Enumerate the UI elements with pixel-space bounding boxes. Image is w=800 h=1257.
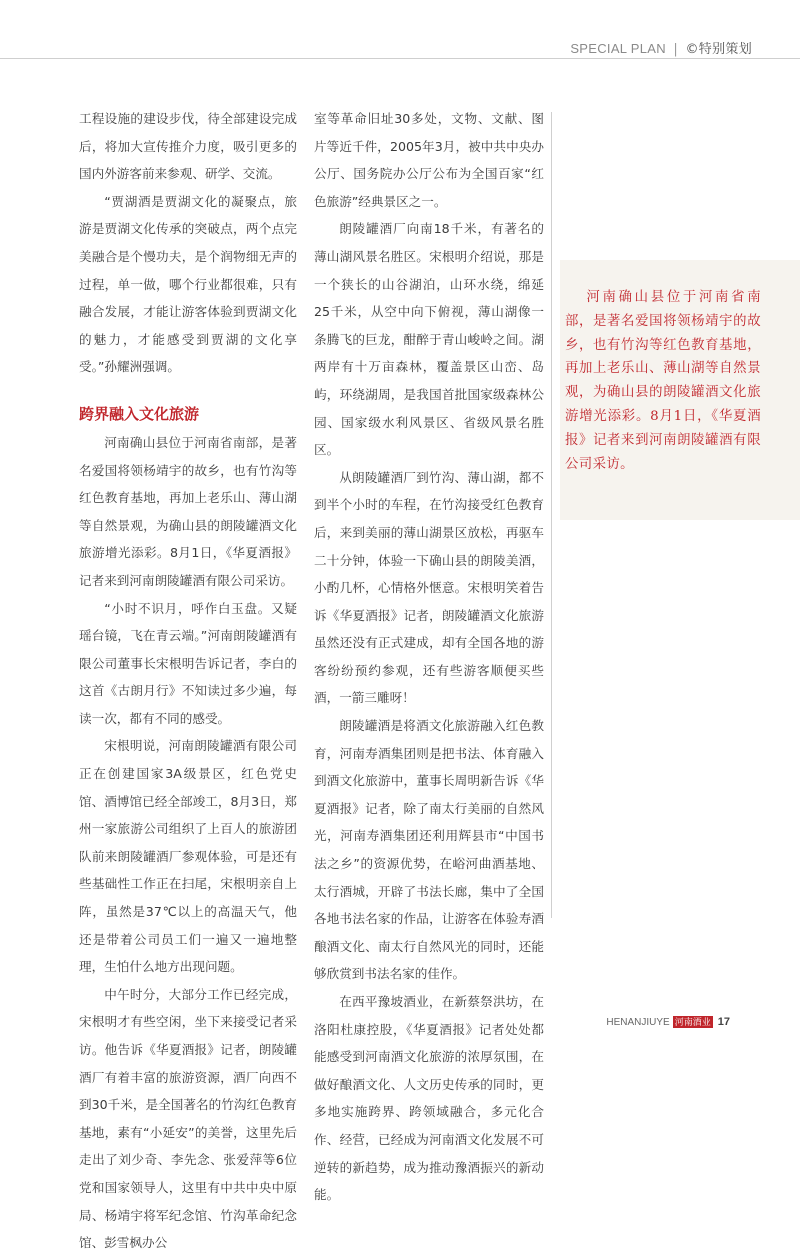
special-plan-label: SPECIAL PLAN: [570, 41, 666, 56]
column-divider: [551, 112, 552, 918]
paragraph: “贾湖酒是贾湖文化的凝聚点，旅游是贾湖文化传承的突破点，两个点完美融合是个慢功夫，是个润物细无声的过程，单一做，哪个行业都很难，只有融合发展，才能让游客体验到贾湖文化的魅力，才能感受到贾湖的文化享受。”孙耀洲强调。: [79, 193, 297, 375]
article-column-middle: [314, 105, 544, 1209]
paragraph: 中午时分，大部分工作已经完成，宋根明才有些空闲，坐下来接受记者采访。他告诉《华夏酒报》记者，朗陵罐酒厂有着丰富的旅游资源，酒厂向西不到30千米，是全国著名的竹沟红色教育基地，素有“小延安”的美誉，这里先后走出了刘少奇、李先念、张爱萍等6位党和国家领导人，这里有中共中央中原局、杨靖宇将军纪念馆、竹沟革命纪念馆、彭雪枫办公: [79, 986, 297, 1251]
pull-quote: 河南确山县位于河南省南部，是著名爱国将领杨靖宇的故乡，也有竹沟等红色教育基地，再加上老乐山、薄山湖等自然景观，为确山县的朗陵罐酒文化旅游增光添彩。8月1日，《华夏酒报》记者来到河南朗陵罐酒有限公司采访。: [565, 290, 761, 472]
paragraph: “小时不识月，呼作白玉盘。又疑瑶台镜，飞在青云端。”河南朗陵罐酒有限公司董事长宋根明告诉记者，李白的这首《古朗月行》不知读过多少遍，每读一次，都有不同的感受。: [79, 600, 297, 726]
paragraph: 河南确山县位于河南省南部，是著名爱国将领杨靖宇的故乡，也有竹沟等红色教育基地，再加上老乐山、薄山湖等自然景观，为确山县的朗陵罐酒文化旅游增光添彩。8月1日，《华夏酒报》记者来到河南朗陵罐酒有限公司采访。: [79, 434, 297, 588]
publication-badge: 河南酒业: [674, 1017, 711, 1027]
section-heading: 跨界融入文化旅游: [79, 404, 200, 423]
header-rule: [0, 58, 800, 59]
paragraph: 室等革命旧址30多处，文物、文献、图片等近千件，2005年3月，被中共中央办公厅、国务院办公厅公布为全国百家“红色旅游”经典景区之一。: [314, 111, 544, 209]
paragraph: 从朗陵罐酒厂到竹沟、薄山湖，都不到半个小时的车程，在竹沟接受红色教育后，来到美丽的薄山湖景区放松，再驱车二十分钟，体验一下确山县的朗陵美酒，小酌几杯，心情格外惬意。宋根明笑着告诉《华夏酒报》记者，朗陵罐酒文化旅游虽然还没有正式建成，却有全国各地的游客纷纷预约参观，还有些游客顺便买些酒，一箭三雕呀！: [314, 469, 544, 706]
page-number: 17: [717, 1016, 730, 1028]
section-header: [570, 38, 752, 57]
paragraph: 朗陵罐酒厂向南18千米，有著名的薄山湖风景名胜区。宋根明介绍说，那是一个狭长的山谷湖泊，山环水绕，绵延25千米，从空中向下俯视，薄山湖像一条腾飞的巨龙，酣醉于青山峻岭之间。湖两岸有十万亩森林，覆盖景区山峦、岛屿，环绕湖周，是我国首批国家级森林公园、国家级水利风景区、省级风景名胜区。: [314, 221, 544, 458]
article-column-left: [79, 105, 297, 1257]
paragraph: 工程设施的建设步伐，待全部建设完成后，将加大宣传推介力度，吸引更多的国内外游客前来参观、研学、交流。: [79, 111, 297, 182]
paragraph: 朗陵罐酒是将酒文化旅游融入红色教育，河南寿酒集团则是把书法、体育融入到酒文化旅游中，董事长周明新告诉《华夏酒报》记者，除了南太行美丽的自然风光，河南寿酒集团还利用辉县市“中国书法之乡”的资源优势，在峪河曲酒基地、太行酒城，开辟了书法长廊，集中了全国各地书法名家的作品，让游客在体验寿酒酿酒文化、南太行自然风光的同时，还能够欣赏到书法名家的佳作。: [314, 718, 544, 982]
section-title: ©特别策划: [685, 42, 752, 57]
paragraph: 在西平豫坡酒业，在新蔡祭洪坊，在洛阳杜康控股，《华夏酒报》记者处处都能感受到河南酒文化旅游的浓厚氛围，在做好酿酒文化、人文历史传承的同时，更多地实施跨界、跨领域融合，多元化合作、经营，已经成为河南酒文化发展不可逆转的新趋势，成为推动豫酒振兴的新动能。: [314, 994, 544, 1203]
publication-name: HENANJIUYE: [606, 1016, 670, 1028]
paragraph: 宋根明说，河南朗陵罐酒有限公司正在创建国家3A级景区，红色党史馆、酒博馆已经全部竣工，8月3日，郑州一家旅游公司组织了上百人的旅游团队前来朗陵罐酒厂参观体验，可是还有些基础性工作正在扫尾，宋根明亲自上阵，虽然是37℃以上的高温天气，他还是带着公司员工们一遍又一遍地整理，生怕什么地方出现问题。: [79, 738, 297, 975]
page-footer: [606, 1016, 730, 1028]
header-separator: |: [673, 42, 679, 57]
